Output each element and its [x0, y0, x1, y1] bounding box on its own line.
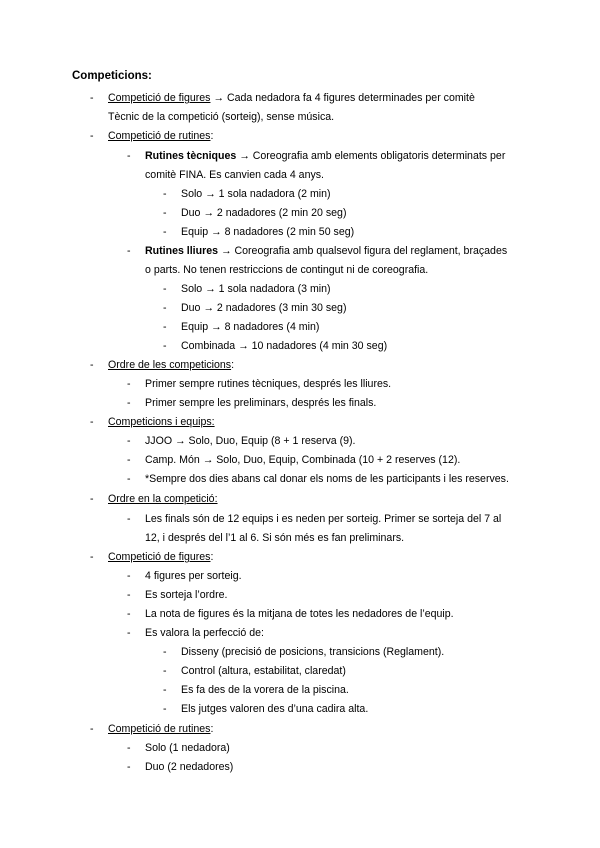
- item-title: Rutines tècniques: [145, 150, 237, 162]
- item-title: Competicions i equips:: [108, 416, 215, 428]
- item-title: Competició de rutines: [108, 723, 211, 735]
- item-title: Rutines lliures: [145, 245, 218, 257]
- page-heading: Competicions:: [72, 70, 152, 82]
- item-title: Ordre en la competició:: [108, 493, 218, 505]
- list-item-continuation: 12, i després del l’1 al 6. Si són més es fan preliminars.: [145, 532, 405, 544]
- item-title: Competició de figures: [108, 92, 211, 104]
- list-item-continuation: o parts. No tenen restriccions de contingut ni de coreografia.: [145, 264, 429, 276]
- item-title: Competició de rutines: [108, 130, 211, 142]
- document-page: Competicions: - Competició de figures → Cada nedadora fa 4 figures determinades per comitè Tècnic de la competició (sorteig), sense música. - Competició de rutines: - Rutines tècniques → Coreografia amb elements obligatoris determinats per comitè FINA. Es canvien cada 4 anys. - Solo → 1 sola nadadora (2 min) - Duo → 2 nadadores (2 min 20 seg) - Equip → 8 nadadores (2 min 50 seg) - Rutines lliures → Coreografia amb qualsevol figura del reglament, braçades o parts. No tenen restriccions de contingut ni de coreografia. - Solo → 1 sola nadadora (3 min) - Duo → 2 nadadores (3 min 30 seg) - Equip → 8 nadadores (4 min) - Combinada → 10 nadadores (4 min 30 seg) - Ordre de les competicions: - Primer sempre rutines tècniques, després les lliures. - Primer sempre les preliminars, després les finals. - Competicions i equips: - JJOO → Solo, Duo, Equip (8 + 1 reserva (9). - Camp. Món → Solo, Duo, Equip, Combinada (10 + 2 reserves (12). - *Sempre dos dies abans cal donar els noms de les participants i les reserves. - Ordre en la competició: - Les finals són de 12 equips i es neden per sorteig. Primer se sorteja del 7 al 12, i després del l’1 al 6. Si són més es fan preliminars. - Competició de figures: - 4 figures per sorteig. - Es sorteja l’ordre. - La nota de figures és la mitjana de totes les nedadores de l’equip. - Es valora la perfecció de: - Disseny (precisió de posicions, transicions (Reglament). - Control (altura, estabilitat, claredat) - Es fa des de la vorera de la piscina. - Els jutges valoren des d’una cadira alta. - Competició de rutines: - Solo (1 nedadora) - Duo (2 nedadores): [72, 70, 509, 773]
- item-title: Competició de figures: [108, 551, 211, 563]
- list-item-continuation: comitè FINA. Es canvien cada 4 anys.: [145, 169, 324, 181]
- list-item-continuation: Tècnic de la competició (sorteig), sense música.: [108, 111, 335, 123]
- item-title: Ordre de les competicions: [108, 359, 232, 371]
